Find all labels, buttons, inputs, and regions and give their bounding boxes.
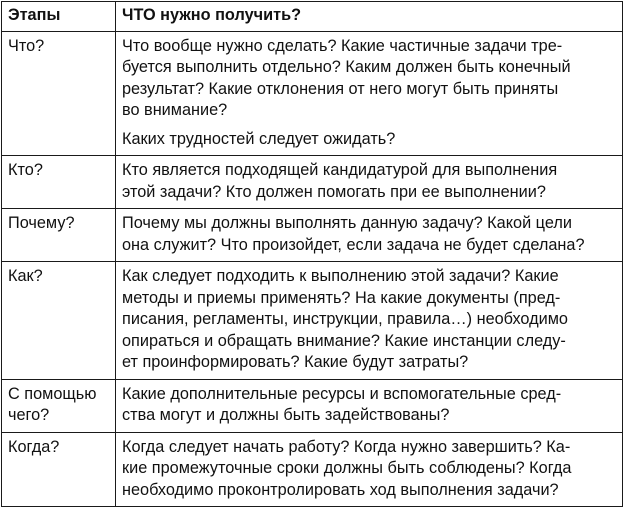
stage-cell: Что?	[2, 31, 116, 156]
description-cell	[116, 156, 623, 209]
row-what	[2, 31, 623, 156]
stage-cell: С помощью чего?	[2, 379, 116, 432]
description-paragraph: Почему мы должны выполнять данную задачу? Какой цели она служит? Что произойдет, если задача не будет сделана?	[122, 214, 585, 254]
header-stage: Этапы	[2, 2, 116, 32]
table-body	[2, 31, 623, 507]
description-paragraph: Что вообще нужно сделать? Какие частичные задачи тре- буется выполнить отдельно? Каким должен быть конечный результат? Какие отклонения от него могут быть приняты во внимание?	[122, 36, 571, 119]
stage-cell: Почему?	[2, 209, 116, 262]
description-paragraph: Когда следует начать работу? Когда нужно завершить? Ка- кие промежуточные сроки должны быть соблюдены? Когда необходимо проконтролировать ход выполнения задачи?	[122, 437, 572, 499]
table-header	[2, 2, 623, 32]
row-how	[2, 262, 623, 380]
row-when	[2, 432, 623, 507]
stage-cell: Как?	[2, 262, 116, 380]
stage-cell: Когда?	[2, 432, 116, 507]
row-why	[2, 209, 623, 262]
stages-table	[1, 1, 623, 507]
description-cell	[116, 209, 623, 262]
stage-cell: Кто?	[2, 156, 116, 209]
description-paragraph: Каких трудностей следует ожидать?	[122, 129, 396, 148]
description-cell	[116, 262, 623, 380]
row-who	[2, 156, 623, 209]
description-cell	[116, 379, 623, 432]
description-paragraph: Кто является подходящей кандидатурой для выполнения этой задачи? Кто должен помогать при ее выполнении?	[122, 161, 558, 201]
header-row	[2, 2, 623, 32]
header-goal: ЧТО нужно получить?	[116, 2, 623, 32]
row-with-what	[2, 379, 623, 432]
description-cell	[116, 432, 623, 507]
description-paragraph: Как следует подходить к выполнению этой задачи? Какие методы и приемы применять? На какие документы (пред- писания, регламенты, инструкции, правила…) необходимо опираться и обращать внимание? Какие инстанции следу- ет проинформировать? Какие будут затраты?	[122, 267, 568, 371]
description-cell	[116, 31, 623, 156]
description-paragraph: Какие дополнительные ресурсы и вспомогательные сред- ства могут и должны быть задействованы?	[122, 384, 562, 424]
